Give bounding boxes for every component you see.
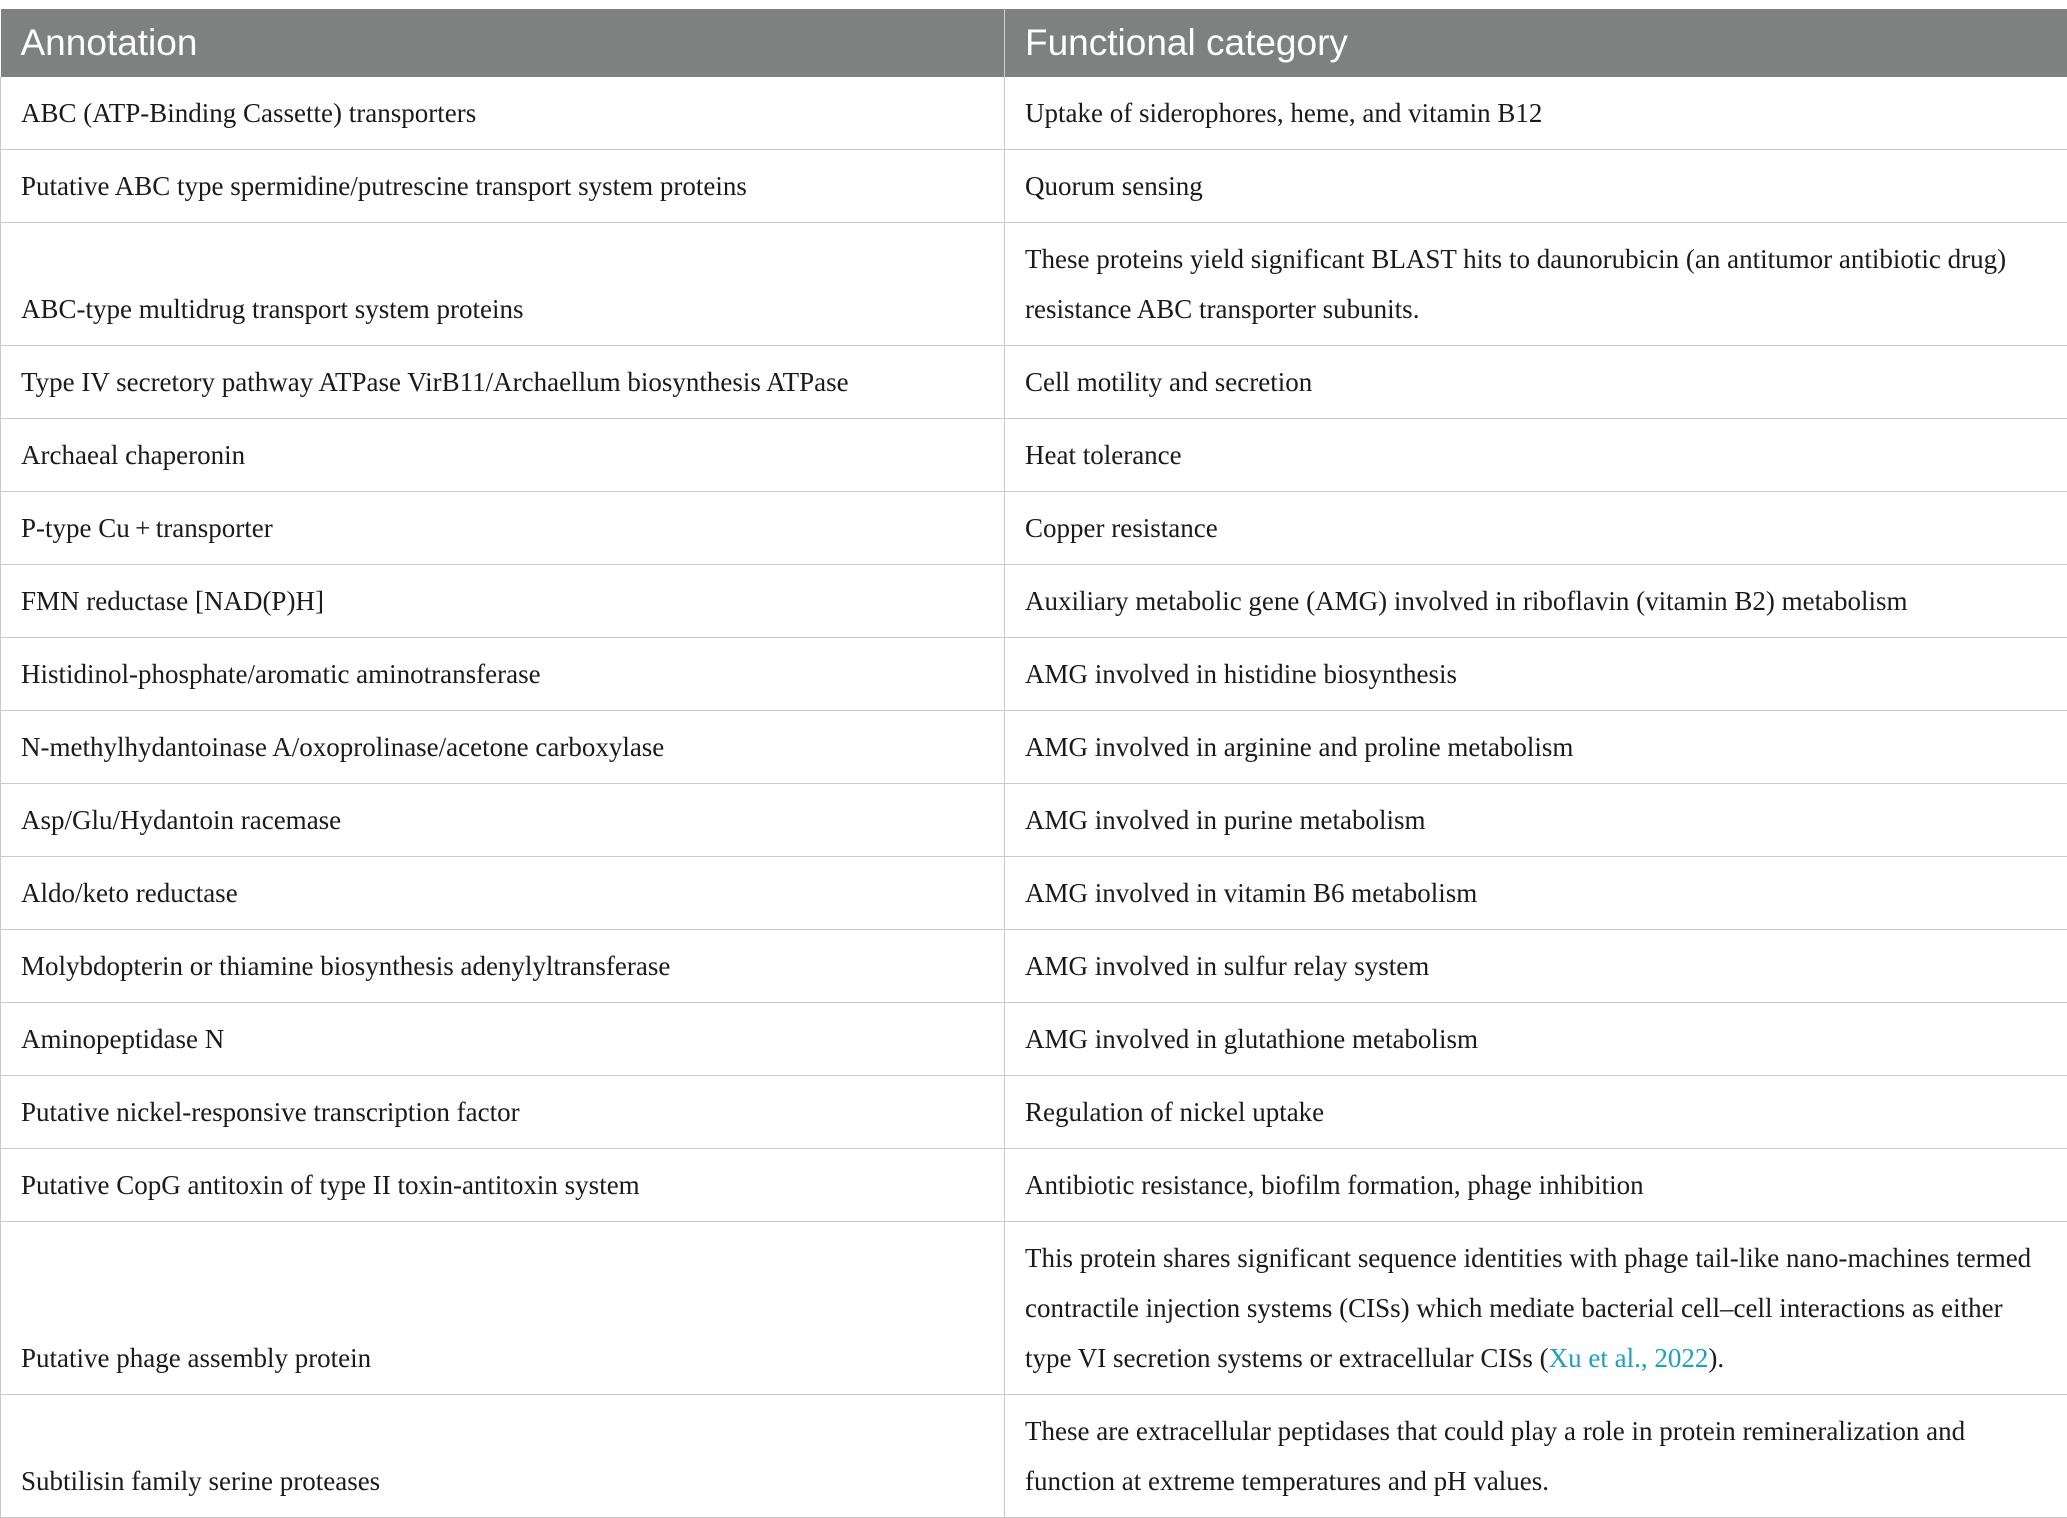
annotation-cell: Aminopeptidase N (1, 1003, 1005, 1076)
table-row (1, 1395, 2067, 1518)
annotation-cell: ABC-type multidrug transport system proteins (1, 223, 1005, 346)
annotation-cell: Subtilisin family serine proteases (1, 1395, 1005, 1518)
category-cell: These proteins yield significant BLAST hits to daunorubicin (an antitumor antibiotic drug) resistance ABC transporter subunits. (1005, 223, 2067, 346)
category-text-end: ). (1708, 1343, 1724, 1373)
table-row (1, 77, 2067, 150)
category-cell: Uptake of siderophores, heme, and vitamin B12 (1005, 77, 2067, 150)
annotation-cell: Putative nickel-responsive transcription factor (1, 1076, 1005, 1149)
annotation-cell: N-methylhydantoinase A/oxoprolinase/acetone carboxylase (1, 711, 1005, 784)
table-row (1, 784, 2067, 857)
annotation-cell: Putative CopG antitoxin of type II toxin-antitoxin system (1, 1149, 1005, 1222)
category-cell: Regulation of nickel uptake (1005, 1076, 2067, 1149)
annotation-cell: Histidinol-phosphate/aromatic aminotransferase (1, 638, 1005, 711)
annotation-cell: Asp/Glu/Hydantoin racemase (1, 784, 1005, 857)
annotation-cell: Putative phage assembly protein (1, 1222, 1005, 1395)
annotation-cell: FMN reductase [NAD(P)H] (1, 565, 1005, 638)
annotation-table (0, 9, 2067, 1518)
annotation-cell: ABC (ATP-Binding Cassette) transporters (1, 77, 1005, 150)
table-row (1, 638, 2067, 711)
table-row (1, 223, 2067, 346)
category-cell: Copper resistance (1005, 492, 2067, 565)
category-cell: AMG involved in sulfur relay system (1005, 930, 2067, 1003)
table-row (1, 857, 2067, 930)
category-cell: Quorum sensing (1005, 150, 2067, 223)
table-row (1, 492, 2067, 565)
annotation-table-container (0, 9, 2067, 1518)
table-row (1, 150, 2067, 223)
category-cell: AMG involved in glutathione metabolism (1005, 1003, 2067, 1076)
category-cell: AMG involved in histidine biosynthesis (1005, 638, 2067, 711)
annotation-cell: Molybdopterin or thiamine biosynthesis adenylyltransferase (1, 930, 1005, 1003)
category-cell: Heat tolerance (1005, 419, 2067, 492)
category-cell: AMG involved in purine metabolism (1005, 784, 2067, 857)
table-row (1, 711, 2067, 784)
annotation-cell: Archaeal chaperonin (1, 419, 1005, 492)
category-cell: Auxiliary metabolic gene (AMG) involved in riboflavin (vitamin B2) metabolism (1005, 565, 2067, 638)
category-cell: AMG involved in arginine and proline metabolism (1005, 711, 2067, 784)
citation-link[interactable]: Xu et al., 2022 (1549, 1343, 1709, 1373)
table-header-row (1, 9, 2067, 77)
table-row (1, 1222, 2067, 1395)
table-row (1, 1076, 2067, 1149)
category-cell: AMG involved in vitamin B6 metabolism (1005, 857, 2067, 930)
header-functional-category: Functional category (1005, 9, 2067, 77)
table-row (1, 565, 2067, 638)
table-row (1, 419, 2067, 492)
table-row (1, 930, 2067, 1003)
category-cell: Cell motility and secretion (1005, 346, 2067, 419)
table-row (1, 1003, 2067, 1076)
annotation-cell: P-type Cu + transporter (1, 492, 1005, 565)
category-cell: Antibiotic resistance, biofilm formation, phage inhibition (1005, 1149, 2067, 1222)
category-text: This protein shares significant sequence identities with phage tail-like nano-machines termed contractile injection systems (CISs) which mediate bacterial cell–cell interactions as either type VI secretion systems or extracellular CISs ( (1025, 1243, 2031, 1373)
table-row (1, 1149, 2067, 1222)
table-row (1, 346, 2067, 419)
category-cell: These are extracellular peptidases that could play a role in protein remineralization and function at extreme temperatures and pH values. (1005, 1395, 2067, 1518)
annotation-cell: Aldo/keto reductase (1, 857, 1005, 930)
annotation-cell: Type IV secretory pathway ATPase VirB11/Archaellum biosynthesis ATPase (1, 346, 1005, 419)
header-annotation: Annotation (1, 9, 1005, 77)
annotation-cell: Putative ABC type spermidine/putrescine transport system proteins (1, 150, 1005, 223)
category-cell (1005, 1222, 2067, 1395)
